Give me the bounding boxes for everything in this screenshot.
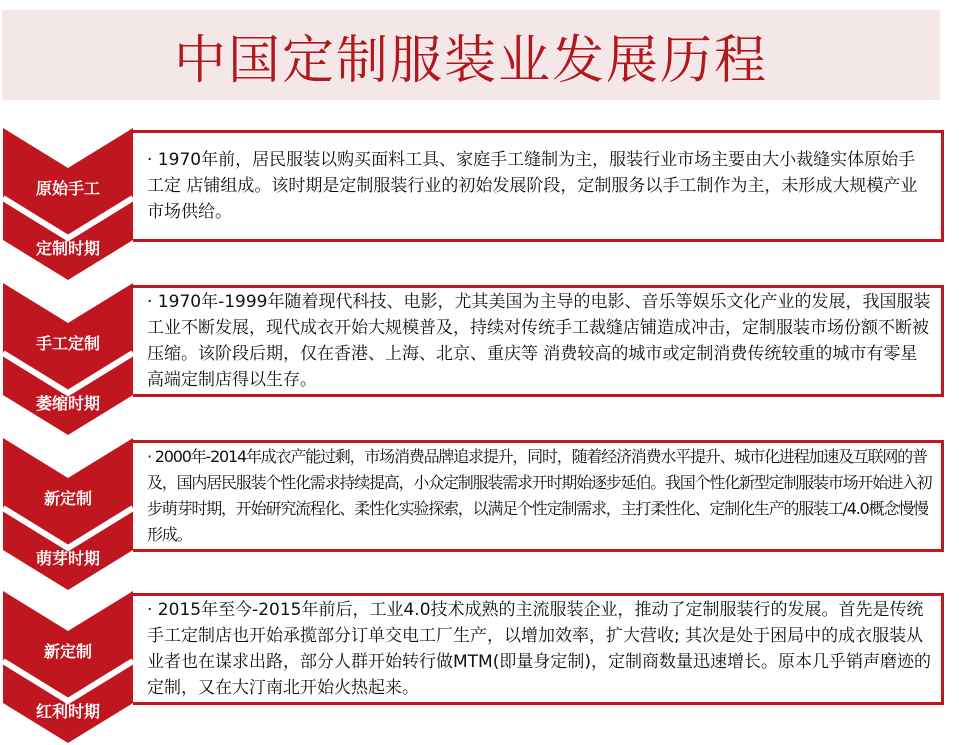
stage-period: 萎缩时期: [35, 394, 100, 413]
stage-description: · 2000年-2014年成衣产能过剩，市场消费品牌追求提升，同时，随着经济消费水平提升、城市化进程加速及互联网的普及，国内居民服装个性化需求持续提高，小众定制服装需求开时期始逐步延伯。我国个性化新型定制服装市场开始进入初步萌芽时期，开始研究流程化、柔性化实验探索，以满足个性定制需求，主打柔性化、定制化生产的服装工/4.0概念慢慢形成。: [147, 447, 932, 544]
stage-row: [0, 440, 959, 592]
stage-description-box: [133, 285, 944, 397]
stage-row: [0, 130, 959, 282]
stage-row: [0, 285, 959, 437]
stage-description-box: [133, 440, 944, 552]
stage-description-box: [133, 593, 944, 705]
stage-row: [0, 593, 959, 745]
stage-label: 新定制: [43, 642, 92, 661]
stage-label: 新定制: [43, 489, 92, 508]
stage-period: 萌芽时期: [35, 549, 100, 568]
stage-description: · 1970年-1999年随着现代科技、电影，尤其美国为主导的电影、音乐等娱乐文化产业的发展，我国服装工业不断发展，现代成衣开始大规模普及，持续对传统手工裁缝店铺造成冲击，定制服装市场份额不断被压缩。该阶段后期，仅在香港、上海、北京、重庆等 消费较高的城市或定制消费传统较重的城市有零星高端定制店得以生存。: [147, 292, 931, 390]
stage-period: 定制时期: [35, 239, 100, 258]
stage-period: 红利时期: [35, 702, 100, 721]
stage-description: · 2015年至今-2015年前后，工业4.0技术成熟的主流服装企业，推动了定制服装行的发展。首先是传统手工定制店也开始承揽部分订单交电工厂生产，以增加效率，扩大营收; 其次是处于困局中的成衣服装从业者也在谋求出路，部分人群开始转行做MTM(即量身定制)，定制商数量迅速增长。原本几乎销声磨迹的定制，又在大汀南北开始火热起来。: [147, 600, 931, 698]
stage-label: 原始手工: [35, 179, 100, 198]
page-title: 中国定制服装业发展历程: [173, 30, 768, 91]
stage-description: · 1970年前，居民服装以购买面料工具、家庭手工缝制为主，服装行业市场主要由大小裁缝实体原始手工定 店铺组成。该时期是定制服装行业的初始发展阶段，定制服务以手工制作为主，未形成大规模产业市场供给。: [147, 150, 918, 222]
title-banner: [2, 10, 940, 100]
stage-label: 手工定制: [35, 334, 100, 353]
stage-description-box: [133, 130, 944, 242]
